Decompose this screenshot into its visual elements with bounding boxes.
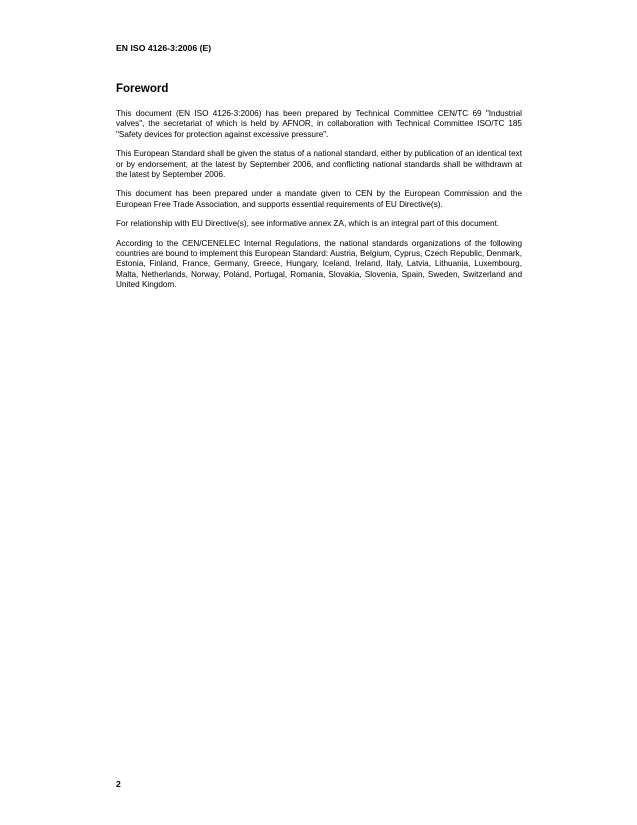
paragraph-countries: According to the CEN/CENELEC Internal Regulations, the national standards organizations of the following countries are bound to implement this European Standard: Austria, Belgium, Cyprus, Czech Republic, Denmark, Estonia, Finland, France, Germany, Greece, Hungary, Iceland, Ireland, Italy, Latvia, Lithuania, Luxembourg, Malta, Netherlands, Norway, Poland, Portugal, Romania, Slovakia, Slovenia, Spain, Sweden, Switzerland and United Kingdom.	[116, 238, 522, 290]
paragraph-preparation: This document (EN ISO 4126-3:2006) has been prepared by Technical Committee CEN/TC 69 "Industrial valves", the secretariat of which is held by AFNOR, in collaboration with Technical Committee ISO/TC 185 "Safety devices for protection against excessive pressure".	[116, 109, 522, 139]
section-heading: Foreword	[116, 83, 169, 95]
paragraph-eu-directive: For relationship with EU Directive(s), see informative annex ZA, which is an integral part of this document.	[116, 219, 500, 229]
paragraph-national-status: This European Standard shall be given the status of a national standard, either by publication of an identical text or by endorsement, at the latest by September 2006, and conflicting national standards shall be withdrawn at the latest by September 2006.	[116, 149, 522, 180]
paragraph-mandate: This document has been prepared under a mandate given to CEN by the European Commission and the European Free Trade Association, and supports essential requirements of EU Directive(s).	[116, 189, 522, 209]
page-number: 2	[116, 779, 121, 789]
document-identifier: EN ISO 4126-3:2006 (E)	[116, 43, 212, 53]
foreword-body	[116, 109, 522, 300]
